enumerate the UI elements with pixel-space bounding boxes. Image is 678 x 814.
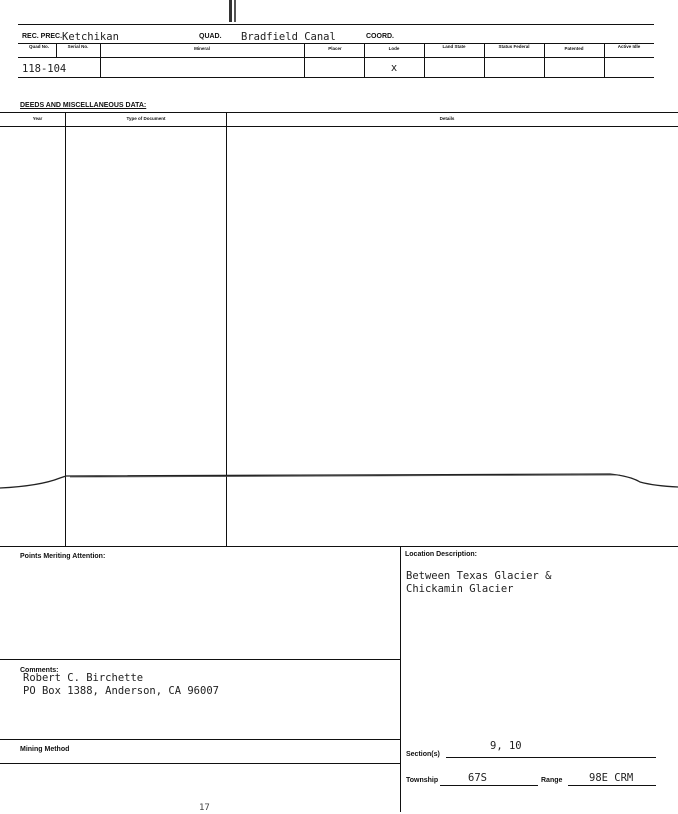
mining-method-line <box>0 763 400 764</box>
scan-mark <box>234 0 236 22</box>
table-divider <box>424 43 425 77</box>
rec-prec-value: Ketchikan <box>62 31 119 43</box>
table-divider <box>604 43 605 77</box>
sections-underline <box>446 757 656 758</box>
table-divider <box>56 43 57 57</box>
location-line-2: Chickamin Glacier <box>406 583 514 595</box>
location-line-1: Between Texas Glacier & <box>406 570 552 582</box>
lode-value: x <box>390 62 398 74</box>
sections-value: 9, 10 <box>490 740 522 752</box>
col-serial-no: Serial No. <box>67 44 89 49</box>
quad-label: QUAD. <box>199 33 222 40</box>
sections-label: Section(s) <box>406 751 440 758</box>
table-divider <box>544 43 545 77</box>
points-label: Points Meriting Attention: <box>20 553 106 560</box>
col-lode: Lode <box>388 46 400 51</box>
bottom-vertical-divider <box>400 546 401 812</box>
deeds-header-line <box>0 126 678 127</box>
table-divider <box>484 43 485 77</box>
range-value: 98E CRM <box>589 772 634 784</box>
scan-mark <box>229 0 232 22</box>
range-underline <box>568 785 656 786</box>
col-land-state: Land State <box>442 44 466 49</box>
col-active-idle: Active Idle <box>617 44 641 49</box>
location-label: Location Description: <box>405 551 477 558</box>
table-bottom-line <box>18 77 654 78</box>
township-underline <box>440 785 538 786</box>
header-underline <box>18 43 654 44</box>
table-divider <box>364 43 365 77</box>
township-label: Township <box>406 777 439 784</box>
col-placer: Placer <box>328 46 342 51</box>
bottom-section-line <box>0 546 678 547</box>
comments-line-2: PO Box 1388, Anderson, CA 96007 <box>23 685 219 697</box>
col-patented: Patented <box>564 46 584 51</box>
deeds-col-year: Year <box>32 116 43 121</box>
range-label: Range <box>541 777 563 784</box>
table-divider <box>100 43 101 77</box>
col-status-federal: Status Federal <box>498 44 530 49</box>
quad-value: Bradfield Canal <box>241 31 336 43</box>
table-divider <box>304 43 305 77</box>
township-value: 67S <box>468 772 487 784</box>
col-mineral: Mineral <box>194 46 210 51</box>
rec-prec-label: REC. PREC. <box>22 33 63 40</box>
comments-bottom-line <box>0 739 400 740</box>
page-mark: 17 <box>199 803 210 813</box>
deeds-section-title: DEEDS AND MISCELLANEOUS DATA: <box>20 102 147 109</box>
deeds-col-type: Type of Document <box>126 116 166 121</box>
mining-method-label: Mining Method <box>20 746 70 753</box>
deeds-col-details: Details <box>439 116 455 121</box>
points-bottom-line <box>0 659 400 660</box>
top-border <box>18 24 654 25</box>
table-header-line <box>18 57 654 58</box>
col-quad-no: Quad No. <box>29 44 49 49</box>
coord-label: COORD. <box>366 33 394 40</box>
page-fold-line <box>0 470 678 494</box>
quad-serial-value: 118-104 <box>22 63 67 75</box>
comments-line-1: Robert C. Birchette <box>23 672 144 684</box>
comments-label: Comments: <box>20 667 59 674</box>
deeds-top-line <box>0 112 678 113</box>
